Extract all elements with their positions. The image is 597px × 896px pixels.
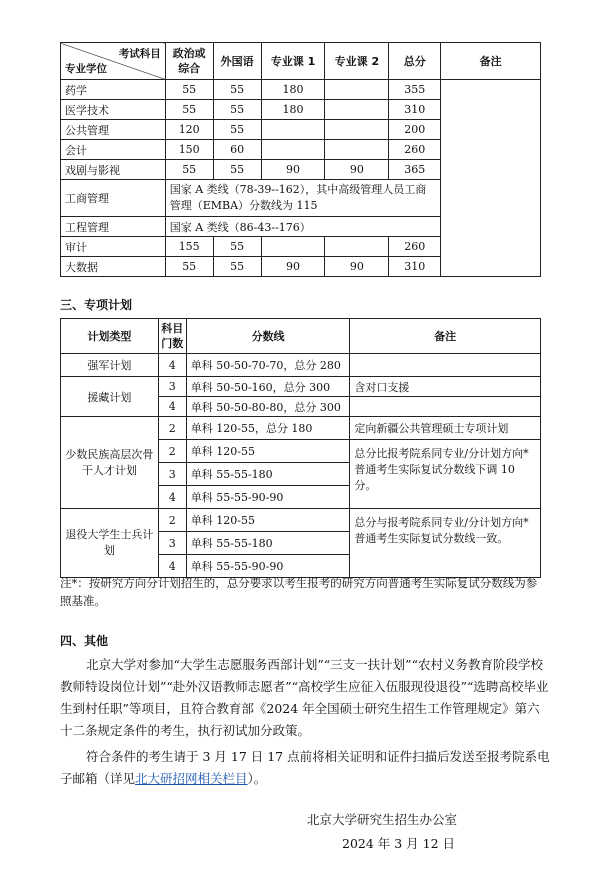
row-label: 工商管理	[61, 180, 166, 217]
subject-count: 3	[158, 377, 186, 397]
subject-count: 2	[158, 509, 186, 532]
table-cell: 55	[165, 80, 213, 100]
paragraph-text: 符合条件的考生请于 3 月 17 日 17 点前将相关证明和证件扫描后发送至报考院系电子邮箱（详见	[60, 749, 550, 786]
row-label: 工程管理	[61, 217, 166, 237]
table-cell	[325, 120, 389, 140]
table-cell: 310	[389, 257, 441, 277]
table-cell: 55	[213, 80, 261, 100]
table-row	[61, 417, 541, 440]
score-line: 单科 120-55	[186, 509, 350, 532]
table-cell	[261, 237, 325, 257]
table-cell: 180	[261, 80, 325, 100]
subject-count: 3	[158, 532, 186, 555]
subject-count: 4	[158, 397, 186, 417]
col-header: 专业课 1	[261, 43, 325, 80]
col-header: 外国语	[213, 43, 261, 80]
subject-count: 4	[158, 354, 186, 377]
plan-note: 含对口支援	[350, 377, 541, 397]
row-label: 药学	[61, 80, 166, 100]
special-plan-table	[60, 318, 541, 578]
table-cell: 180	[261, 100, 325, 120]
table-cell	[325, 140, 389, 160]
subject-count: 2	[158, 417, 186, 440]
plan-note: 总分与报考院系同专业/分计划方向*普通考生实际复试分数线一致。	[350, 509, 541, 578]
plan-note: 总分比报考院系同专业/分计划方向*普通考生实际复试分数线下调 10 分。	[350, 440, 541, 509]
table-cell: 260	[389, 237, 441, 257]
row-label: 审计	[61, 237, 166, 257]
col-header: 政治或综合	[165, 43, 213, 80]
table-cell	[261, 120, 325, 140]
score-line: 单科 120-55，总分 180	[186, 417, 350, 440]
col-header: 总分	[389, 43, 441, 80]
plan-note	[350, 354, 541, 377]
plan-type: 退役大学生士兵计划	[61, 509, 159, 578]
score-line: 单科 50-50-160，总分 300	[186, 377, 350, 397]
score-line: 单科 50-50-80-80，总分 300	[186, 397, 350, 417]
table-cell	[325, 237, 389, 257]
table-cell: 260	[389, 140, 441, 160]
col-header: 备注	[441, 43, 541, 80]
section-heading: 四、其他	[60, 634, 109, 648]
score-line: 单科 55-55-90-90	[186, 486, 350, 509]
table-cell: 55	[165, 160, 213, 180]
table-cell: 55	[213, 160, 261, 180]
section-heading: 三、专项计划	[60, 298, 133, 312]
col-header: 计划类型	[61, 319, 159, 354]
table-cell: 155	[165, 237, 213, 257]
plan-note: 定向新疆公共管理硕士专项计划	[350, 417, 541, 440]
row-label: 戏剧与影视	[61, 160, 166, 180]
row-label: 公共管理	[61, 120, 166, 140]
table-cell: 55	[213, 100, 261, 120]
table-cell: 90	[325, 160, 389, 180]
admissions-link[interactable]: 北大研招网相关栏目	[135, 771, 248, 786]
plan-note-empty	[350, 397, 541, 417]
footnote: 注*：按研究方向分计划招生的，总分要求以考生报考的研究方向普通考生实际复试分数线为参照基准。	[60, 576, 538, 608]
score-line: 单科 55-55-180	[186, 532, 350, 555]
subject-count: 3	[158, 463, 186, 486]
col-header: 科目门数	[158, 319, 186, 354]
table-cell: 200	[389, 120, 441, 140]
signature: 北京大学研究生招生办公室	[307, 812, 458, 827]
table-cell: 90	[325, 257, 389, 277]
table-cell	[325, 100, 389, 120]
row-label: 医学技术	[61, 100, 166, 120]
score-line: 单科 50-50-70-70，总分 280	[186, 354, 350, 377]
table-row	[61, 354, 541, 377]
merged-cell: 国家 A 类线（78-39--162），其中高级管理人员工商管理（EMBA）分数线为 115	[165, 180, 441, 217]
table-cell: 365	[389, 160, 441, 180]
table-cell: 60	[213, 140, 261, 160]
table-cell	[261, 140, 325, 160]
table-cell: 55	[213, 257, 261, 277]
plan-type: 少数民族高层次骨干人才计划	[61, 417, 159, 509]
subject-count: 4	[158, 486, 186, 509]
table-row	[61, 80, 541, 100]
table-cell: 55	[213, 237, 261, 257]
table-cell: 55	[165, 257, 213, 277]
score-table	[60, 42, 541, 277]
table-cell: 90	[261, 160, 325, 180]
table-cell: 310	[389, 100, 441, 120]
table-cell: 120	[165, 120, 213, 140]
paragraph: 北京大学对参加“大学生志愿服务西部计划”“三支一扶计划”“农村义务教育阶段学校教师特设岗位计划”“赴外汉语教师志愿者”“高校学生应征入伍服现役退役”“选聘高校毕业生到村任职”等项目，且符合教育部《2024 年全国硕士研究生招生工作管理规定》第六十二条规定条件的考生，执行初试加分政策。	[60, 657, 549, 738]
col-header: 备注	[350, 319, 541, 354]
date: 2024 年 3 月 12 日	[342, 836, 456, 851]
row-label: 会计	[61, 140, 166, 160]
paragraph	[60, 746, 550, 790]
plan-type: 强军计划	[61, 354, 159, 377]
subject-count: 4	[158, 555, 186, 578]
score-line: 单科 55-55-180	[186, 463, 350, 486]
corner-header	[61, 43, 166, 80]
table-cell: 55	[165, 100, 213, 120]
table-cell	[325, 80, 389, 100]
col-header: 分数线	[186, 319, 350, 354]
score-line: 单科 120-55	[186, 440, 350, 463]
table-cell: 90	[261, 257, 325, 277]
table-cell: 150	[165, 140, 213, 160]
score-line: 单科 55-55-90-90	[186, 555, 350, 578]
col-header: 专业课 2	[325, 43, 389, 80]
remarks-cell	[441, 80, 541, 277]
corner-bottom-label: 专业学位	[65, 63, 107, 75]
plan-type: 援藏计划	[61, 377, 159, 417]
table-row	[61, 377, 541, 397]
corner-top-label: 考试科目	[118, 48, 161, 60]
table-row	[61, 509, 541, 532]
table-cell: 355	[389, 80, 441, 100]
table-cell: 55	[213, 120, 261, 140]
subject-count: 2	[158, 440, 186, 463]
paragraph-text: ）。	[247, 771, 267, 786]
merged-cell: 国家 A 类线（86-43--176）	[165, 217, 441, 237]
row-label: 大数据	[61, 257, 166, 277]
